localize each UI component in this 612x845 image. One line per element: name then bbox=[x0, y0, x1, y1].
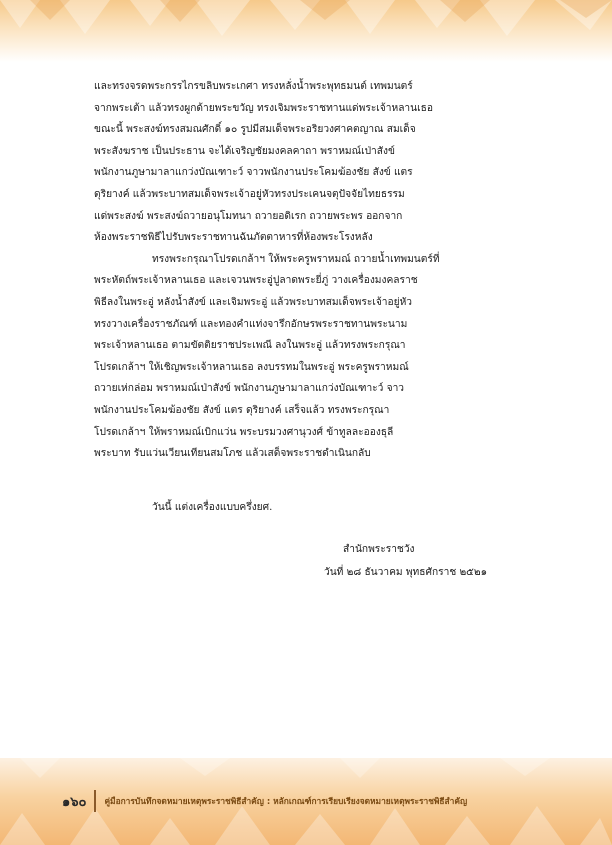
paragraph-2 bbox=[94, 249, 528, 465]
footer-title: คู่มือการบันทึกจดหมายเหตุพระราชพิธีสำคัญ : หลักเกณฑ์การเรียบเรียงจดหมายเหตุพระราชพิธีสำคัญ bbox=[104, 796, 468, 806]
text-line: พนักงานประโคมฆ้องชัย สังข์ แตร ดุริยางค์ เสร็จแล้ว ทรงพระกรุณา bbox=[94, 404, 390, 416]
paragraph-1 bbox=[94, 76, 528, 249]
closing-note: วันนี้ แต่งเครื่องแบบครึ่งยศ. bbox=[152, 502, 273, 513]
diamond-pattern-icon bbox=[0, 0, 612, 62]
signature-date: วันที่ ๒๘ ธันวาคม พุทธศักราช ๒๕๒๑ bbox=[324, 567, 488, 578]
text-line: พระหัตถ์พระเจ้าหลานเธอ และเจวนพระอู่ปูลาดพระยี่ภู่ วางเครื่องมงคลราช bbox=[94, 275, 418, 287]
header-decoration-band bbox=[0, 0, 612, 62]
text-line: ทรงวางเครื่องราชภัณฑ์ และทองคำแท่งจารึกอักษรพระราชทานพระนาม bbox=[94, 318, 408, 330]
text-line: พระบาท รับแว่นเวียนเทียนสมโภช แล้วเสด็จพระราชดำเนินกลับ bbox=[94, 448, 371, 460]
text-line: ดุริยางค์ แล้วพระบาทสมเด็จพระเจ้าอยู่หัวทรงประเคนจตุปัจจัยไทยธรรม bbox=[94, 188, 405, 200]
footer-divider bbox=[94, 790, 96, 812]
page-number: ๑๖๐ bbox=[62, 794, 87, 810]
text-line: ห้องพระราชพิธีไปรับพระราชทานฉันภัตตาหารที่ห้องพระโรงหลัง bbox=[94, 232, 373, 244]
signature-office: สำนักพระราชวัง bbox=[343, 544, 415, 555]
document-body bbox=[94, 76, 528, 465]
text-line: จากพระเต้า แล้วทรงผูกด้ายพระขวัญ ทรงเจิมพระราชทานแด่พระเจ้าหลานเธอ bbox=[94, 102, 433, 114]
page-footer bbox=[62, 790, 467, 812]
text-line: พนักงานภูษามาลาแกว่งบัณเฑาะว์ จาวพนักงานประโคมฆ้องชัย สังข์ แตร bbox=[94, 167, 413, 179]
text-line: พระสังฆราช เป็นประธาน จะได้เจริญชัยมงคลคาถา พราหมณ์เป่าสังข์ bbox=[94, 145, 395, 157]
text-line: พระเจ้าหลานเธอ ตามขัตติยราชประเพณี ลงในพระอู่ แล้วทรงพระกรุณา bbox=[94, 340, 406, 352]
text-line: โปรดเกล้าฯ ให้เชิญพระเจ้าหลานเธอ ลงบรรทมในพระอู่ พระครูพราหมณ์ bbox=[94, 361, 409, 373]
text-line: พิธีลงในพระอู่ หลังน้ำสังข์ และเจิมพระอู่ แล้วพระบาทสมเด็จพระเจ้าอยู่หัว bbox=[94, 296, 413, 308]
text-line: ทรงพระกรุณาโปรดเกล้าฯ ให้พระครูพราหมณ์ ถวายน้ำเทพมนตร์ที่ bbox=[152, 253, 440, 265]
text-line: และทรงจรดพระกรรไกรขลิบพระเกศา ทรงหลั่งน้ำพระพุทธมนต์ เทพมนตร์ bbox=[94, 81, 413, 92]
text-line: ขณะนี้ พระสงฆ์ทรงสมณศักดิ์ ๑๐ รูปมีสมเด็จพระอริยวงศาคตญาณ สมเด็จ bbox=[94, 124, 416, 136]
text-line: แด่พระสงฆ์ พระสงฆ์ถวายอนุโมทนา ถวายอดิเรก ถวายพระพร ออกจาก bbox=[94, 210, 403, 222]
text-line: โปรดเกล้าฯ ให้พราหมณ์เบิกแว่น พระบรมวงศานุวงศ์ ข้าทูลละอองธุลี bbox=[94, 426, 394, 438]
text-line: ถวายเห่กล่อม พราหมณ์เป่าสังข์ พนักงานภูษามาลาแกว่งบัณเฑาะว์ จาว bbox=[94, 383, 405, 395]
